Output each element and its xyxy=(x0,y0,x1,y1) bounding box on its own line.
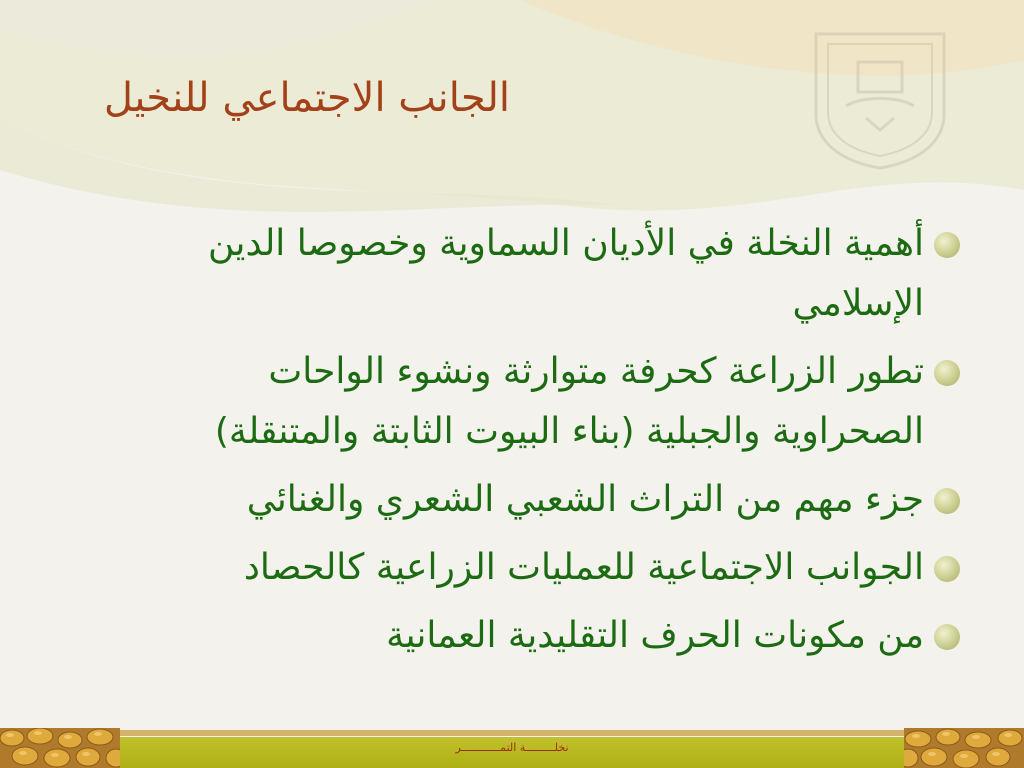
footer-bar xyxy=(120,737,904,768)
bullet-text: من مكونات الحرف التقليدية العمانية xyxy=(386,615,924,656)
slide-title: الجانب الاجتماعي للنخيل xyxy=(103,75,510,121)
bullet-dot-icon xyxy=(934,624,960,650)
bullet-dot-icon xyxy=(934,360,960,386)
bullet-item xyxy=(120,470,960,530)
footer-text: نخلـــــــــة التمــــــــــــر xyxy=(455,741,569,754)
dates-left-image xyxy=(0,728,120,768)
bullet-text: تطور الزراعة كحرفة متوارثة ونشوء الواحات الصحراوية والجبلية (بناء البيوت الثابتة والمتنقلة) xyxy=(214,351,924,452)
bullet-list xyxy=(120,214,960,674)
bullet-item xyxy=(120,342,960,462)
university-logo-watermark xyxy=(806,26,954,172)
bullet-dot-icon xyxy=(934,488,960,514)
bullet-dot-icon xyxy=(934,232,960,258)
bullet-text: الجوانب الاجتماعية للعمليات الزراعية كالحصاد xyxy=(243,547,924,588)
bullet-item xyxy=(120,214,960,334)
footer-divider xyxy=(0,730,1024,736)
bullet-dot-icon xyxy=(934,556,960,582)
bullet-item xyxy=(120,538,960,598)
dates-right-image xyxy=(904,728,1024,768)
bullet-text: جزء مهم من التراث الشعبي الشعري والغنائي xyxy=(246,479,924,520)
bullet-text: أهمية النخلة في الأديان السماوية وخصوصا الدين الإسلامي xyxy=(208,223,924,324)
bullet-item xyxy=(120,606,960,666)
